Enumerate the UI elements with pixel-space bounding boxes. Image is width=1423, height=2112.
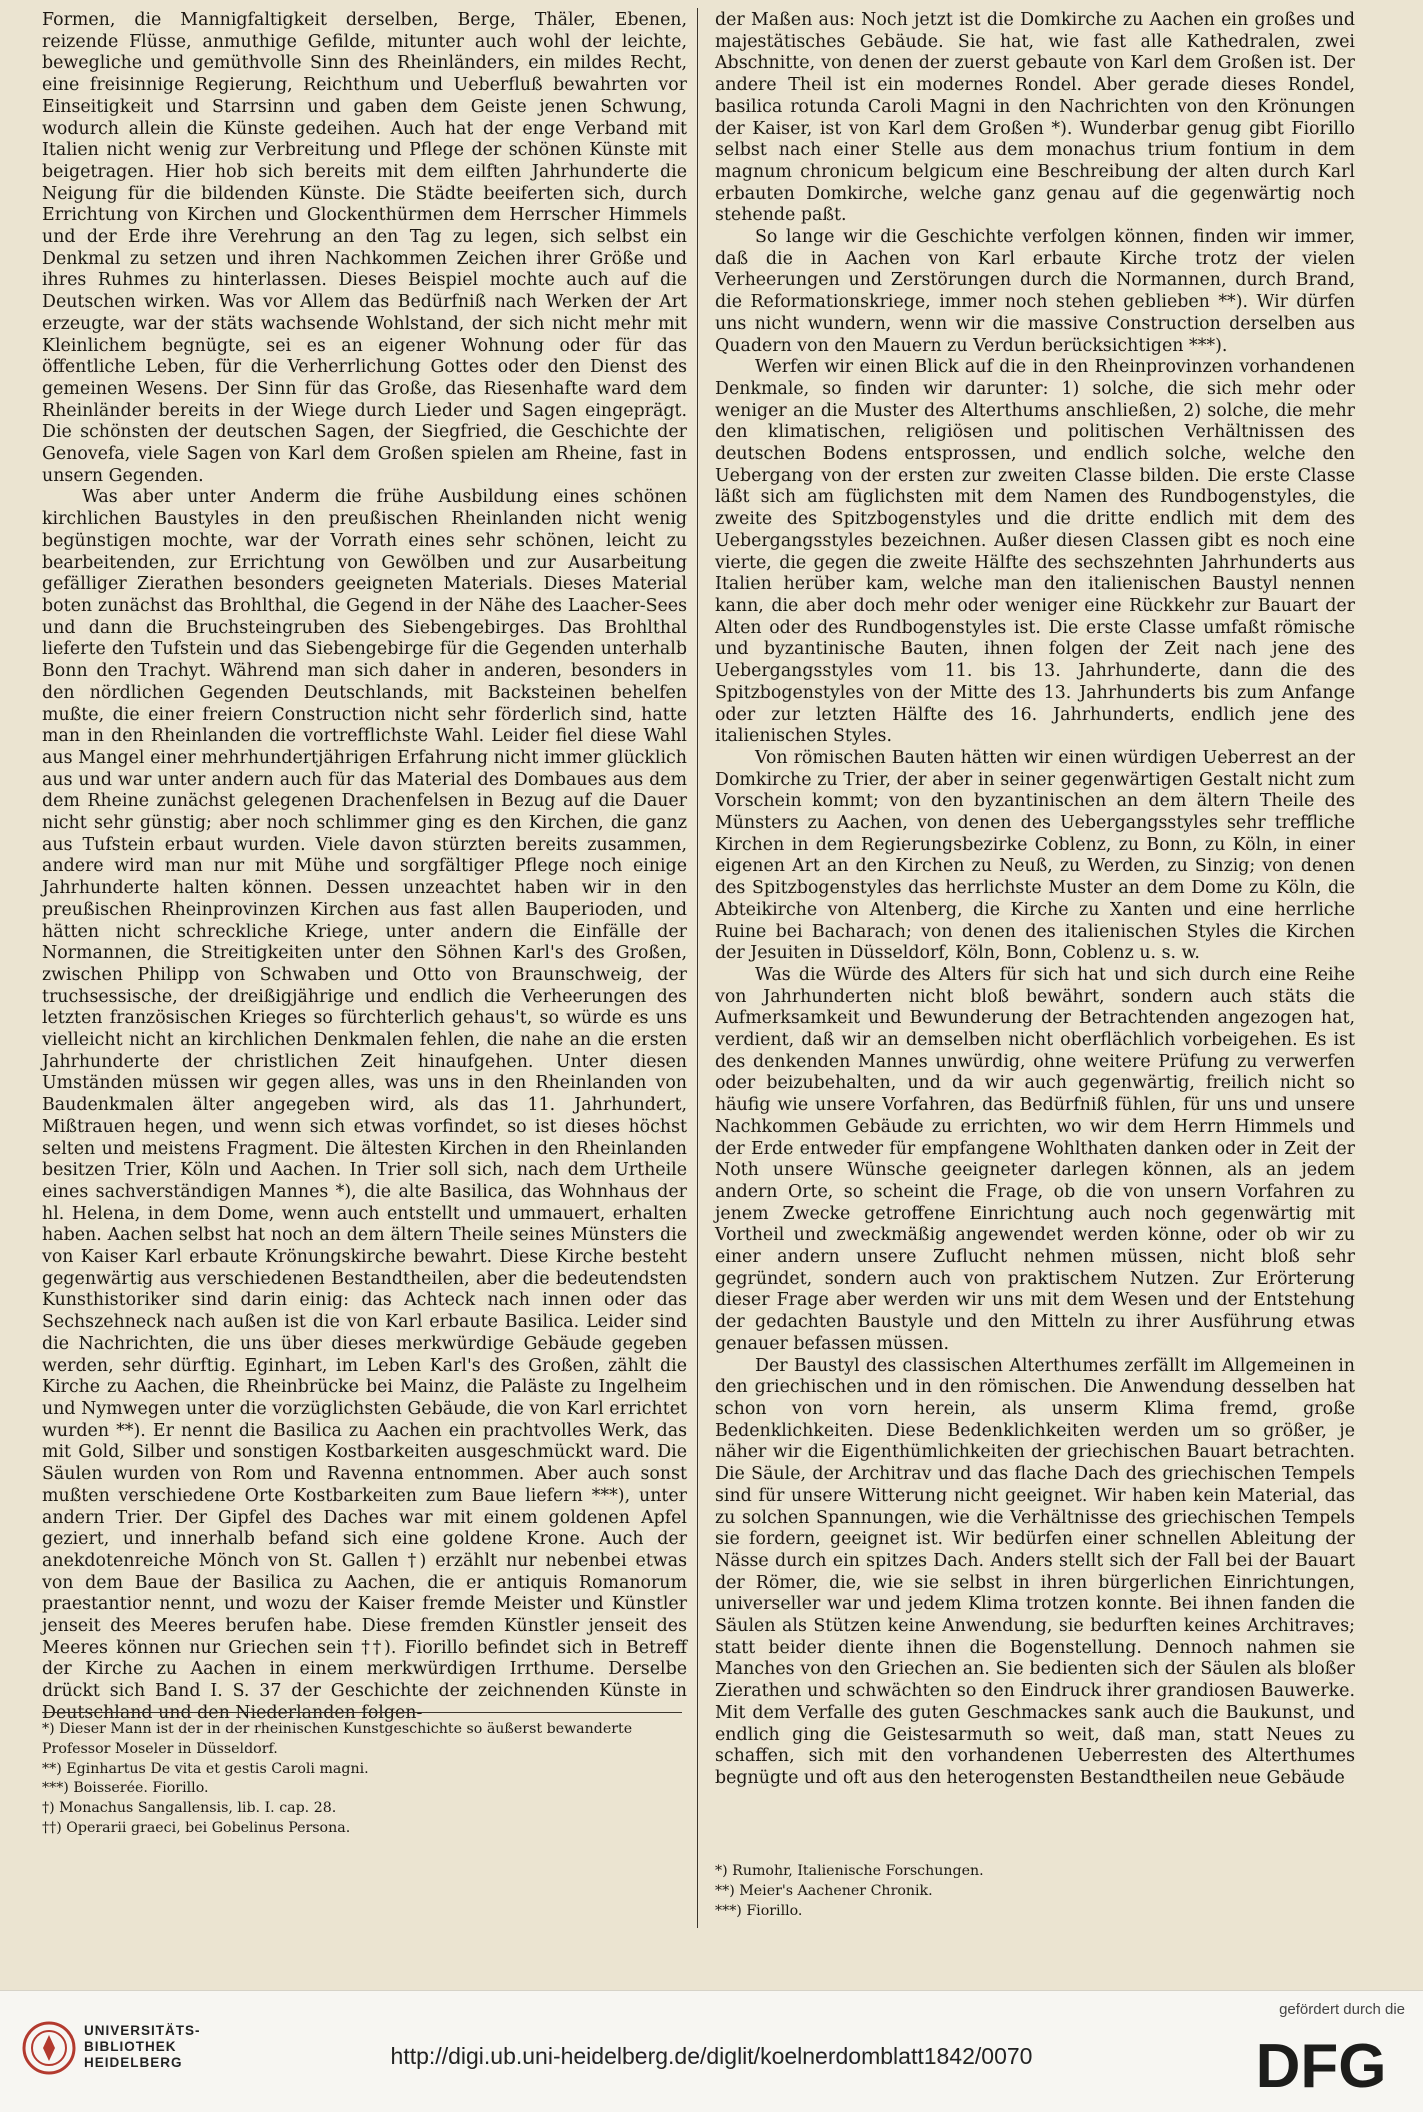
footnote: *) Dieser Mann ist der in der rheinischen Kunstgeschichte so äußerst bewanderte Professor Moseler in Düsseldorf. bbox=[42, 1721, 633, 1757]
right-paragraph-4: Von römischen Bauten hätten wir einen würdigen Ueberrest an der Domkirche zu Trier, der aber in seiner gegenwärtigen Gestalt nicht zum Vorschein kommt; von den byzantinischen an dem ältern Theile des Münsters zu Aachen, von denen des Uebergangsstyles sehr treffliche Kirchen in dem Regierungsbezirke Coblenz, zu Bonn, zu Köln, in einer eigenen Art an den Kirchen zu Neuß, zu Werden, zu Sinzig; von denen des Spitzbogenstyles das herrlichste Muster an dem Dome zu Köln, die Abteikirche von Altenberg, die Kirche zu Xanten und eine herrliche Ruine bei Bacharach; von denen des italienischen Styles die Kirchen der Jesuiten in Düsseldorf, Köln, Bonn, Coblenz u. s. w. bbox=[715, 747, 1355, 964]
dfg-logo-icon[interactable] bbox=[1241, 2031, 1401, 2095]
dfg-logo-text: DFG bbox=[1255, 2032, 1387, 2095]
footnote: *) Rumohr, Italienische Forschungen. bbox=[715, 1863, 984, 1879]
right-paragraph-5: Was die Würde des Alters für sich hat und sich durch eine Reihe von Jahrhunderten nicht bloß bewährt, sondern auch stäts die Aufmerksamkeit und Bewunderung der Betrachtenden angezogen hat, verdient, daß wir an demselben nicht oberflächlich vorbeigehen. Es ist des denkenden Mannes unwürdig, ohne weitere Prüfung zu verwerfen oder beizubehalten, und da wir auch gegenwärtig, freilich nicht so häufig wie unsere Vorfahren, das Bedürfniß fühlen, für uns und unsere Nachkommen Gebäude zu errichten, wo wir dem Herrn Himmels und der Erde entweder für empfangene Wohlthaten danken oder in Zeit der Noth unsere Wünsche geeigneter darlegen können, als an jedem andern Orte, so scheint die Frage, ob die von unsern Vorfahren zu jenem Zwecke getroffene Einrichtung auch noch gegenwärtig mit Vortheil und zweckmäßig angewendet werden könne, oder ob wir zu einer andern unsere Zuflucht nehmen müssen, nicht bloß sehr gegründet, sondern auch von praktischem Nutzen. Zur Erörterung dieser Frage aber werden wir uns mit dem Wesen und der Entstehung der gedachten Baustyle und den Mitteln zu ihrer Ausführung etwas genauer befassen müssen. bbox=[715, 964, 1355, 1354]
institution-line: BIBLIOTHEK bbox=[84, 2039, 177, 2054]
sponsor-text: gefördert durch die bbox=[1279, 2001, 1405, 2018]
footnote: **) Meier's Aachener Chronik. bbox=[715, 1882, 933, 1899]
right-footnotes bbox=[715, 1862, 1345, 1921]
footnote: ***) Boisserée. Fiorillo. bbox=[42, 1780, 209, 1797]
institution-line: HEIDELBERG bbox=[84, 2055, 183, 2070]
permalink-url[interactable]: http://digi.ub.uni-heidelberg.de/diglit/koelnerdomblatt1842/0070 bbox=[390, 2043, 1033, 2069]
right-paragraph-6: Der Baustyl des classischen Alterthumes zerfällt im Allgemeinen in den griechischen und in den römischen. Die Anwendung desselben hat schon von vorn herein, als unserm Klima fremd, große Bedenklichkeiten. Diese Bedenklichkeiten werden um so größer, je näher wir die Eigenthümlichkeiten der griechischen Bauart betrachten. Die Säule, der Architrav und das flache Dach des griechischen Tempels sind für unsere Witterung nicht geeignet. Wir haben kein Material, das zu solchen Spannungen, wie die Verhältnisse des griechischen Tempels sie fordern, geeignet ist. Wir bedürfen einer schnellen Ableitung der Nässe durch ein spitzes Dach. Anders stellt sich der Fall bei der Bauart der Römer, die, wie sie selbst in ihren bürgerlichen Einrichtungen, universeller war und jedem Klima trotzen konnte. Bei ihnen fanden die Säulen als Stützen keine Anwendung, sie bedurften keines Architraves; statt beider diente ihnen die Bogenstellung. Dennoch nahmen sie Manches von den Griechen an. Sie bedienten sich der Säulen als bloßer Zierathen und schwächten so den Eindruck ihrer grandiosen Bauwerke. Mit dem Verfalle des guten Geschmackes sank auch die Baukunst, und endlich ging die Geistesarmuth so weit, daß man, statt Neues zu schaffen, sich mit den vorhandenen Ueberresten des Alterthumes begnügte und oft aus den heterogensten Bestandtheilen neue Gebäude bbox=[715, 1355, 1355, 1788]
footnote: †) Monachus Sangallensis, lib. I. cap. 28. bbox=[42, 1800, 337, 1817]
institution-line: UNIVERSITÄTS- bbox=[84, 2023, 201, 2038]
footnote: ***) Fiorillo. bbox=[715, 1902, 803, 1919]
right-paragraph-3: Werfen wir einen Blick auf die in den Rheinprovinzen vorhandenen Denkmale, so finden wir darunter: 1) solche, die sich mehr oder weniger an die Muster des Alterthums anschließen, 2) solche, die mehr den klimatischen, religiösen und politischen Verhältnissen des deutschen Bodens entsprossen, und endlich solche, welche den Uebergang von der ersten zur zweiten Classe bilden. Die erste Classe läßt sich am füglichsten mit dem Namen des Rundbogenstyles, die zweite des Spitzbogenstyles und die dritte endlich mit dem des Uebergangsstyles bezeichnen. Außer diesen Classen gibt es noch eine vierte, die gegen die zweite Hälfte des sechszehnten Jahrhunderts aus Italien herüber kam, welche man den italienischen Baustyl nennen kann, die aber doch mehr oder weniger eine Rückkehr zur Bauart der Alten oder des Rundbogenstyles ist. Die erste Classe umfaßt römische und byzantinische Bauten, ihnen folgen der Zeit nach jene des Uebergangsstyles vom 11. bis 13. Jahrhunderte, dann die des Spitzbogenstyles von der Mitte des 13. Jahrhunderts bis zum Anfange oder zur letzten Hälfte des 16. Jahrhunderts, endlich jene des italienischen Styles. bbox=[715, 357, 1355, 747]
left-paragraph-1: Formen, die Mannigfaltigkeit derselben, Berge, Thäler, Ebenen, reizende Flüsse, anmuthige Gefilde, mitunter auch wohl der leichte, bewegliche und gemüthvolle Sinn des Rheinländers, ein mildes Recht, eine freisinnige Regierung, Reichthum und Ueberfluß bewahrten vor Einseitigkeit und Starrsinn und gaben dem Geiste jenen Schwung, wodurch allein die Künste gedeihen. Auch hat der enge Verband mit Italien nicht wenig zur Verbreitung und Pflege der schönen Künste mit beigetragen. Hier hob sich bereits mit dem eilften Jahrhunderte die Neigung für die bildenden Künste. Die Städte beeiferten sich, durch Errichtung von Kirchen und Glockenthürmen dem Herrscher Himmels und der Erde ihre Verehrung an den Tag zu legen, sich selbst ein Denkmal zu setzen und ihren Nachkommen Zeichen ihrer Größe und ihres Ruhmes zu hinterlassen. Dieses Beispiel mochte auch auf die Deutschen wirken. Was vor Allem das Bedürfniß nach Werken der Art erzeugte, war der stäts wachsende Wohlstand, der sich nicht mehr mit Kleinlichem begnügte, sei es an eigener Wohnung oder für das öffentliche Leben, für die Verherrlichung Gottes oder den Dienst des gemeinen Wesens. Der Sinn für das Große, das Riesenhafte ward dem Rheinländer bereits in der Wiege durch Lieder und Sagen eingeprägt. Die schönsten der deutschen Sagen, der Siegfried, die Geschichte der Genovefa, viele Sagen von Karl dem Großen spielen am Rheine, fast in unsern Gegenden. bbox=[42, 10, 687, 486]
right-paragraph-1: der Maßen aus: Noch jetzt ist die Domkirche zu Aachen ein großes und majestätisches Gebäude. Sie hat, wie fast alle Kathedralen, zwei Abschnitte, von denen der zuerst gebaute von Karl dem Großen ist. Der andere Theil ist ein modernes Rondel. Aber gerade dieses Rondel, basilica rotunda Caroli Magni in den Nachrichten von den Krönungen der Kaiser, ist von Karl dem Großen *). Wunderbar genug gibt Fiorillo selbst nach einer Stelle aus dem monachus trium fontium in dem magnum chronicum belgicum eine Beschreibung der alten durch Karl erbauten Domkirche, welche ganz genau auf die gegenwärtig noch stehende paßt. bbox=[715, 10, 1355, 226]
footnote: **) Eginhartus De vita et gestis Caroli magni. bbox=[42, 1760, 369, 1777]
left-text-column bbox=[42, 10, 687, 1725]
viewer-footer bbox=[0, 1990, 1423, 2112]
right-paragraph-2: So lange wir die Geschichte verfolgen können, finden wir immer, daß die in Aachen von Karl erbaute Kirche trotz der vielen Verheerungen und Zerstörungen durch die Normannen, durch Brand, die Reformationskriege, immer noch stehen geblieben **). Wir dürfen uns nicht wundern, wenn wir die massive Construction derselben aus Quadern von den Mauern zu Verdun berücksichtigen ***). bbox=[715, 227, 1355, 356]
right-text-column bbox=[715, 10, 1355, 1790]
left-footnote-separator bbox=[42, 1712, 682, 1713]
footnote: ††) Operarii graeci, bei Gobelinus Persona. bbox=[42, 1819, 351, 1836]
column-divider bbox=[697, 8, 698, 1928]
left-paragraph-2: Was aber unter Anderm die frühe Ausbildung eines schönen kirchlichen Baustyles in den preußischen Rheinlanden nicht wenig begünstigen mochte, war der Vorrath eines sehr schönen, leicht zu bearbeitenden, zur Errichtung von Gewölben und zur Ausarbeitung gefälliger Zierathen besonders geeigneten Materials. Dieses Material boten zunächst das Brohlthal, die Gegend in der Nähe des Laacher-Sees und dann die Bruchsteingruben des Siebengebirges. Das Brohlthal lieferte den Tufstein und das Siebengebirge für die Gegenden unterhalb Bonn den Trachyt. Während man sich daher in anderen, besonders in den nördlichen Gegenden Deutschlands, mit Backsteinen behelfen mußte, die einer freiern Construction nicht sehr förderlich sind, hatte man in den Rheinlanden die vortrefflichste Wahl. Leider fiel diese Wahl aus Mangel einer mehrhundertjährigen Erfahrung nicht immer glücklich aus und war unter andern auch für das Material des Dombaues aus dem dem Rheine zunächst gelegenen Drachenfelsen in Bezug auf die Dauer nicht sehr günstig; aber noch schlimmer ging es den Kirchen, die ganz aus Tufstein erbaut wurden. Viele davon stürzten bereits zusammen, andere wird man nur mit Mühe und sorgfältiger Pflege noch einige Jahrhunderte halten können. Dessen unzeachtet haben wir in den preußischen Rheinprovinzen Kirchen aus fast allen Bauperioden, und hätten nicht schreckliche Kriege, unter andern die Einfälle der Normannen, die Streitigkeiten unter den Söhnen Karl's des Großen, zwischen Philipp von Schwaben und Otto von Braunschweig, der truchsessische, der dreißigjährige und endlich die Verheerungen des letzten französischen Krieges so fürchterlich gehaus't, so würde es uns vielleicht nicht an kirchlichen Denkmalen fehlen, die nahe an die ersten Jahrhunderte der christlichen Zeit hinaufgehen. Unter diesen Umständen müssen wir gegen alles, was uns in den Rheinlanden von Baudenkmalen älter angegeben wird, als das 11. Jahrhundert, Mißtrauen hegen, und wenn sich etwas vorfindet, so ist dieses höchst selten und meistens Fragment. Die ältesten Kirchen in den Rheinlanden besitzen Trier, Köln und Aachen. In Trier soll sich, nach dem Urtheile eines sachverständigen Mannes *), die alte Basilica, das Wohnhaus der hl. Helena, in dem Dome, wenn auch entstellt und ummauert, erhalten haben. Aachen selbst hat noch an dem ältern Theile seines Münsters die von Kaiser Karl erbaute Krönungskirche bewahrt. Diese Kirche besteht gegenwärtig aus verschiedenen Bestandtheilen, aber die bedeutendsten Kunsthistoriker sind darin einig: das Achteck nach innen oder das Sechszehneck nach außen ist die von Karl erbaute Basilica. Leider sind die Nachrichten, die uns über dieses merkwürdige Gebäude gegeben werden, sehr dürftig. Eginhart, im Leben Karl's des Großen, zählt die Kirche zu Aachen, die Rheinbrücke bei Mainz, die Paläste zu Ingelheim und Nymwegen unter die vorzüglichsten Gebäude, die von Karl errichtet wurden **). Er nennt die Basilica zu Aachen ein prachtvolles Werk, das mit Gold, Silber und sonstigen Kostbarkeiten ausgeschmückt ward. Die Säulen wurden von Rom und Ravenna entnommen. Aber auch sonst mußten verschiedene Orte Kostbarkeiten zum Baue liefern ***), unter andern Trier. Der Gipfel des Daches war mit einem goldenen Apfel geziert, und innerhalb befand sich eine goldene Krone. Auch der anekdotenreiche Mönch von St. Gallen †) erzählt nur nebenbei etwas von dem Baue der Basilica zu Aachen, die er antiquis Romanorum praestantior nennt, und wozu der Kaiser fremde Meister und Künstler jenseit des Meeres berufen habe. Diese fremden Künstler jenseit des Meeres können nur Griechen sein ††). Fiorillo befindet sich in Betreff der Kirche zu Aachen in einem merkwürdigen Irrthume. Derselbe drückt sich Band I. S. 37 der Geschichte der zeichnenden Künste in Deutschland und den Niederlanden folgen- bbox=[42, 487, 687, 1723]
left-footnotes bbox=[42, 1720, 692, 1839]
